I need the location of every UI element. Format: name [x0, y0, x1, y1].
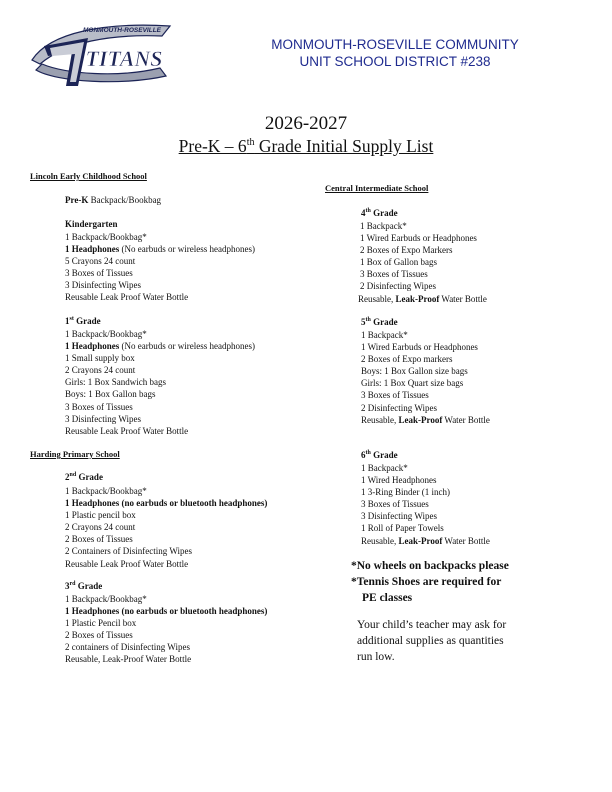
note-pe-classes: PE classes — [362, 592, 413, 604]
district-name-line2: UNIT SCHOOL DISTRICT #238 — [299, 54, 491, 69]
list-item: 1 Small supply box — [65, 353, 135, 364]
school-year: 2026-2027 — [264, 113, 348, 134]
list-item: Girls: 1 Box Quart size bags — [361, 378, 464, 389]
list-item: 1 Backpack* — [361, 463, 408, 473]
list-item: Reusable, Leak-Proof Water Bottle — [361, 414, 490, 425]
grade2-list — [65, 485, 267, 570]
list-item: 1 Plastic Pencil box — [65, 618, 137, 629]
list-item: 1 Box of Gallon bags — [360, 257, 437, 268]
list-item: 1 Plastic pencil box — [65, 510, 136, 521]
list-item: 2 Crayons 24 count — [65, 365, 136, 376]
logo-top-text: MONMOUTH-ROSEVILLE — [83, 27, 161, 34]
lincoln-school-heading: Lincoln Early Childhood School — [30, 171, 147, 181]
titans-logo — [26, 16, 176, 94]
list-item: 3 Boxes of Tissues — [361, 499, 429, 510]
list-item: 1 Roll of Paper Towels — [361, 523, 444, 534]
teacher-note-line3: run low. — [357, 651, 395, 663]
list-item: 3 Disinfecting Wipes — [65, 413, 141, 424]
teacher-note-line2: additional supplies as quantities — [357, 635, 504, 647]
list-item: 1 Headphones (No earbuds or wireless headphones) — [65, 244, 255, 255]
district-name-line1: MONMOUTH-ROSEVILLE COMMUNITY — [271, 37, 519, 52]
page-title: Pre-K – 6th Grade Initial Supply List — [178, 136, 434, 156]
note-no-wheels: *No wheels on backpacks please — [351, 560, 509, 572]
list-item: 3 Boxes of Tissues — [65, 401, 133, 412]
teacher-note-line1: Your child’s teacher may ask for — [357, 619, 507, 631]
list-item: 2 Boxes of Expo markers — [361, 354, 453, 365]
list-item: 1 Wired Earbuds or Headphones — [361, 342, 478, 353]
grade3-list — [65, 593, 267, 666]
list-item: 2 Disinfecting Wipes — [360, 281, 436, 292]
list-item: Reusable Leak Proof Water Bottle — [65, 558, 189, 569]
grade4-heading: 4th Grade — [361, 208, 398, 218]
list-item: 1 3-Ring Binder (1 inch) — [361, 487, 450, 498]
list-item: 2 Boxes of Expo Markers — [360, 245, 453, 256]
kindergarten-list — [65, 231, 255, 304]
list-item: 2 Disinfecting Wipes — [361, 402, 437, 413]
grade1-heading: 1st Grade — [65, 316, 101, 326]
list-item: 1 Wired Earbuds or Headphones — [360, 233, 477, 244]
list-item: 1 Backpack* — [360, 221, 407, 231]
list-item: 2 Boxes of Tissues — [65, 630, 133, 641]
list-item: 5 Crayons 24 count — [65, 256, 136, 267]
list-item: 2 Boxes of Tissues — [65, 534, 133, 545]
list-item: Reusable Leak Proof Water Bottle — [65, 292, 189, 303]
prek-line: Pre-K Backpack/Bookbag — [65, 195, 162, 205]
grade6-heading: 6th Grade — [361, 450, 398, 460]
list-item: Reusable, Leak-Proof Water Bottle — [358, 293, 487, 304]
list-item: 2 containers of Disinfecting Wipes — [65, 642, 190, 653]
grade1-list — [65, 328, 255, 437]
kindergarten-heading: Kindergarten — [65, 219, 118, 229]
list-item: 3 Disinfecting Wipes — [361, 511, 437, 522]
logo-main-text: TITANS — [85, 46, 163, 71]
list-item: 1 Headphones (no earbuds or bluetooth headphones) — [65, 606, 268, 617]
grade3-heading: 3rd Grade — [65, 581, 103, 591]
list-item: 3 Boxes of Tissues — [361, 390, 429, 401]
grade2-heading: 2nd Grade — [65, 472, 103, 482]
grade5-heading: 5th Grade — [361, 317, 398, 327]
note-tennis-shoes: *Tennis Shoes are required for — [351, 576, 502, 588]
list-item: 1 Backpack* — [361, 330, 408, 340]
grade6-list — [361, 462, 490, 547]
list-item: Reusable, Leak-Proof Water Bottle — [361, 535, 490, 546]
list-item: 3 Boxes of Tissues — [65, 268, 133, 279]
list-item: 1 Headphones (No earbuds or wireless headphones) — [65, 341, 255, 352]
list-item: 1 Backpack/Bookbag* — [65, 232, 147, 242]
grade5-list — [361, 329, 490, 426]
list-item: 2 Crayons 24 count — [65, 522, 136, 533]
list-item: 1 Backpack/Bookbag* — [65, 329, 147, 339]
list-item: Boys: 1 Box Gallon size bags — [361, 366, 468, 377]
grade4-list — [360, 220, 487, 305]
list-item: 1 Headphones (no earbuds or bluetooth headphones) — [65, 498, 268, 509]
list-item: 3 Disinfecting Wipes — [65, 280, 141, 291]
list-item: Girls: 1 Box Sandwich bags — [65, 377, 166, 388]
harding-school-heading: Harding Primary School — [30, 449, 120, 459]
list-item: 2 Containers of Disinfecting Wipes — [65, 546, 192, 557]
list-item: 3 Boxes of Tissues — [360, 269, 428, 280]
central-school-heading: Central Intermediate School — [325, 183, 429, 193]
list-item: Reusable Leak Proof Water Bottle — [65, 425, 189, 436]
list-item: Reusable, Leak-Proof Water Bottle — [65, 654, 192, 665]
list-item: 1 Backpack/Bookbag* — [65, 594, 147, 604]
list-item: Boys: 1 Box Gallon bags — [65, 389, 156, 400]
list-item: 1 Wired Headphones — [361, 475, 437, 486]
list-item: 1 Backpack/Bookbag* — [65, 486, 147, 496]
